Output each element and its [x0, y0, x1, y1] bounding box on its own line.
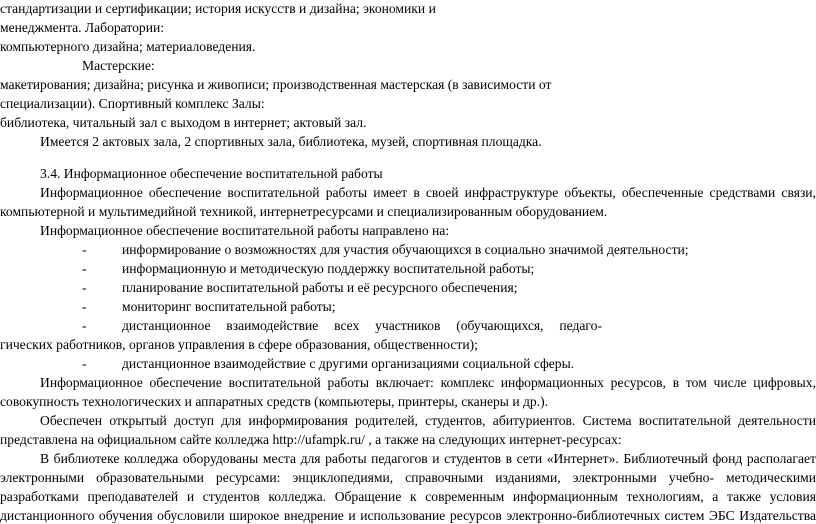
bullet-marker: - — [82, 299, 87, 314]
text-line: Информационное обеспечение воспитательной работы имеет в своей инфраструктуре объекты, обеспеченные средствами связи, — [40, 185, 816, 200]
bullet-marker: - — [82, 242, 87, 257]
list-item: мониторинг воспитательной работы; — [122, 299, 336, 314]
text-line: менеджмента. Лаборатории: — [0, 20, 165, 35]
text-line: Мастерские: — [82, 58, 155, 73]
text-line: разработками преподавателей и студентов колледжа. Обращение к современным информационным технологиям, а также условия — [0, 489, 816, 504]
text-line: компьютерной и мультимедийной техникой, интернетресурсами и специализированным оборудованием. — [0, 204, 608, 219]
bullet-marker: - — [82, 280, 87, 295]
text-line: дистанционного обучения обусловили широкое внедрение и использование ресурсов электронно-библиотечных систем ЭБС Издательства — [0, 508, 816, 523]
text-line: стандартизации и сертификации; история искусств и дизайна; экономики и — [0, 1, 436, 16]
bullet-marker: - — [82, 356, 87, 371]
bullet-marker: - — [82, 261, 87, 276]
list-item: информирование о возможностях для участия обучающихся в социально значимой деятельности; — [122, 242, 689, 257]
text-line: представлена на официальном сайте колледжа http://ufampk.ru/ , а также на следующих интернет-ресурсах: — [0, 432, 622, 447]
text-line: библиотека, читальный зал с выходом в интернет; актовый зал. — [0, 115, 367, 130]
text-line: макетирования; дизайна; рисунка и живописи; производственная мастерская (в зависимости от — [0, 77, 552, 92]
list-item-continuation: гических работников, органов управления в сфере образования, общественности); — [0, 337, 478, 352]
list-item: планирование воспитательной работы и её ресурсного обеспечения; — [122, 280, 518, 295]
text-line: Информационное обеспечение воспитательной работы направлено на: — [40, 223, 450, 238]
text-line: Информационное обеспечение воспитательной работы включает: комплекс информационных ресурсов, в том числе цифровых, — [40, 375, 816, 390]
bullet-marker: - — [82, 318, 87, 333]
list-item: информационную и методическую поддержку воспитательной работы; — [122, 261, 535, 276]
text-line: совокупность технологических и аппаратных средств (компьютеры, принтеры, сканеры и др.). — [0, 394, 549, 409]
section-heading: 3.4. Информационное обеспечение воспитательной работы — [40, 166, 383, 181]
text-line: В библиотеке колледжа оборудованы места для работы педагогов и студентов в сети «Интернет». Библиотечный фонд располагает — [40, 451, 816, 466]
text-line: специализации). Спортивный комплекс Залы: — [0, 96, 265, 111]
list-item: дистанционное взаимодействие с другими организациями социальной сферы. — [122, 356, 575, 371]
text-line: Обеспечен открытый доступ для информирования родителей, студентов, абитуриентов. Система воспитательной деятельности — [40, 413, 816, 428]
text-line: электронными образовательными ресурсами: энциклопедиями, справочными изданиями, электронными учебно- методическими — [0, 470, 816, 485]
text-line: Имеется 2 актовых зала, 2 спортивных зала, библиотека, музей, спортивная площадка. — [40, 134, 542, 149]
list-item: дистанционное взаимодействие всех участников (обучающихся, педаго- — [122, 318, 602, 333]
text-line: компьютерного дизайна; материаловедения. — [0, 39, 256, 54]
